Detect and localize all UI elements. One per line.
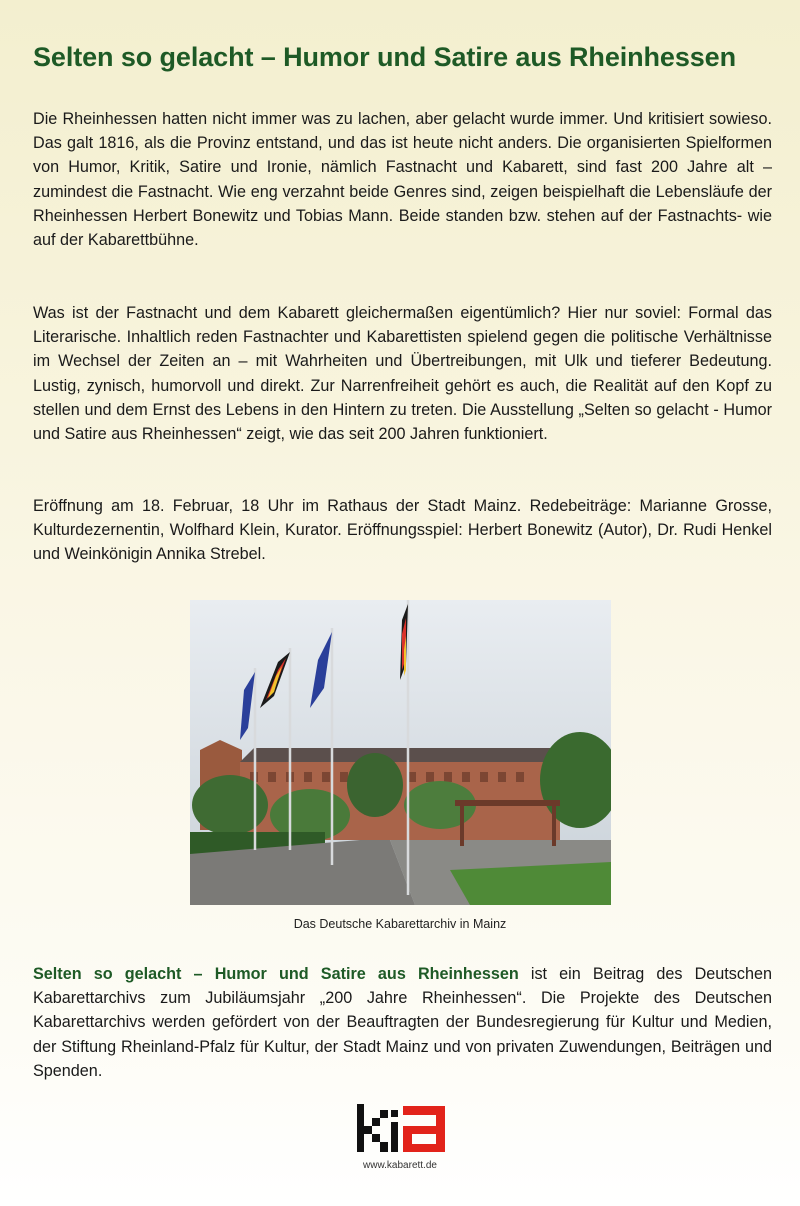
sponsor-paragraph	[33, 962, 772, 1083]
page-title: Selten so gelacht – Humor und Satire aus Rheinhessen	[33, 42, 736, 72]
building-photo-illustration	[190, 600, 611, 905]
opening-paragraph: Eröffnung am 18. Februar, 18 Uhr im Rathaus der Stadt Mainz. Redebeiträge: Marianne Grosse, Kulturdezernentin, Wolfhard Klein, Kurator. Eröffnungsspiel: Herbert Bonewitz (Autor), Dr. Rudi Henkel und Weinkönigin Annika Strebel.	[33, 497, 772, 564]
exhibition-title-highlight: Selten so gelacht – Humor und Satire aus Rheinhessen	[33, 965, 519, 983]
sponsor-text: ist ein Beitrag des Deutschen Kabarettarchivs zum Jubiläumsjahr „200 Jahre Rheinhessen“. Die Projekte des Deutschen Kabarettarchivs werden gefördert von der Beauftragten der Bundesregierung für Kultur und Medien, der Stiftung Rheinland-Pfalz für Kultur, der Stadt Mainz und von privaten Zuwendungen, Beiträgen und Spenden.	[33, 965, 772, 1080]
intro-paragraph: Die Rheinhessen hatten nicht immer was zu lachen, aber gelacht wurde immer. Und kritisiert sowieso. Das galt 1816, als die Provinz entstand, und das ist heute nicht anders. Die organisierten Spielformen von Humor, Kritik, Satire und Ironie, nämlich Fastnacht und Kabarett, sind fast 200 Jahre alt – zumindest die Fastnacht. Wie eng verzahnt beide Genres sind, zeigen beispielhaft die Lebensläufe der Rheinhessen Herbert Bonewitz und Tobias Mann. Beide standen bzw. stehen auf der Fastnachts- wie auf der Kabarettbühne.	[33, 110, 772, 250]
website-url: www.kabarett.de	[363, 1160, 437, 1171]
photo-caption: Das Deutsche Kabarettarchiv in Mainz	[293, 917, 507, 931]
kabarettarchiv-logo	[355, 1100, 447, 1156]
description-paragraph: Was ist der Fastnacht und dem Kabarett gleichermaßen eigentümlich? Hier nur soviel: Formal das Literarische. Inhaltlich reden Fastnachter und Kabarettisten spielend gegen die politische Verhältnisse im Wechsel der Zeiten an – mit Wahrheiten und Übertreibungen, mit Ulk und tieferer Bedeutung. Lustig, zynisch, humorvoll und direkt. Zur Narrenfreiheit gehört es auch, die Realität auf den Kopf zu stellen und dem Ernst des Lebens in den Hintern zu treten. Die Ausstellung „Selten so gelacht - Humor und Satire aus Rheinhessen“ zeigt, wie das seit 200 Jahren funktioniert.	[33, 304, 772, 444]
logo-mark	[355, 1100, 447, 1156]
building-photo	[190, 600, 611, 905]
